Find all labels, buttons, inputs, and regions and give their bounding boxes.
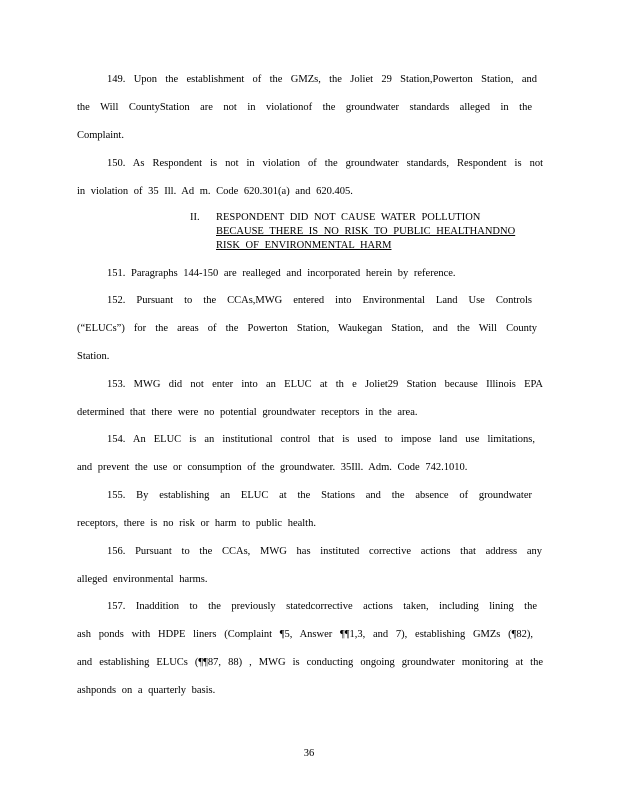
page-number: 36 [303,748,315,759]
heading-number: II. [190,212,200,223]
paragraph-153-line-1: 153. MWG did not enter into an ELUC at th e Joliet29 Station because Illinois EPA [107,379,543,390]
paragraph-156-line-2: alleged environmental harms. [77,574,208,585]
paragraph-149-line-1: 149. Upon the establishment of the GMZs, the Joliet 29 Station,Powerton Station, and [107,74,537,85]
paragraph-154-line-1: 154. An ELUC is an institutional control that is used to impose land use limitations, [107,434,535,445]
heading-line-3: RISK OF ENVIRONMENTAL HARM [216,240,392,251]
paragraph-149-line-2: the Will CountyStation are not in violationof the groundwater standards alleged in the [77,102,532,113]
paragraph-152-line-3: Station. [77,351,110,362]
paragraph-153-line-2: determined that there were no potential groundwater receptors in the area. [77,407,418,418]
paragraph-157-line-3: and establishing ELUCs (¶¶87, 88) , MWG is conducting ongoing groundwater monitoring at the [77,657,543,668]
paragraph-149-line-3: Complaint. [77,130,124,141]
paragraph-157-line-4: ashponds on a quarterly basis. [77,685,216,696]
paragraph-152-line-2: (“ELUCs”) for the areas of the Powerton Station, Waukegan Station, and the Will County [77,323,537,334]
paragraph-155-line-2: receptors, there is no risk or harm to public health. [77,518,316,529]
paragraph-157-line-1: 157. Inaddition to the previously statedcorrective actions taken, including lining the [107,601,537,612]
paragraph-151-line-1: 151. Paragraphs 144-150 are realleged and incorporated herein by reference. [107,268,456,279]
paragraph-152-line-1: 152. Pursuant to the CCAs,MWG entered into Environmental Land Use Controls [107,295,532,306]
heading-line-1: RESPONDENT DID NOT CAUSE WATER POLLUTION [216,212,481,223]
paragraph-155-line-1: 155. By establishing an ELUC at the Stations and the absence of groundwater [107,490,532,501]
paragraph-154-line-2: and prevent the use or consumption of the groundwater. 35Ill. Adm. Code 742.1010. [77,462,468,473]
heading-line-2: BECAUSE THERE IS NO RISK TO PUBLIC HEALTHANDNO [216,226,516,237]
paragraph-150-line-2: in violation of 35 Ill. Ad m. Code 620.301(a) and 620.405. [77,186,353,197]
paragraph-157-line-2: ash ponds with HDPE liners (Complaint ¶5, Answer ¶¶1,3, and 7), establishing GMZs (¶82), [77,629,533,640]
paragraph-156-line-1: 156. Pursuant to the CCAs, MWG has instituted corrective actions that address any [107,546,542,557]
paragraph-150-line-1: 150. As Respondent is not in violation of the groundwater standards, Respondent is not [107,158,543,169]
